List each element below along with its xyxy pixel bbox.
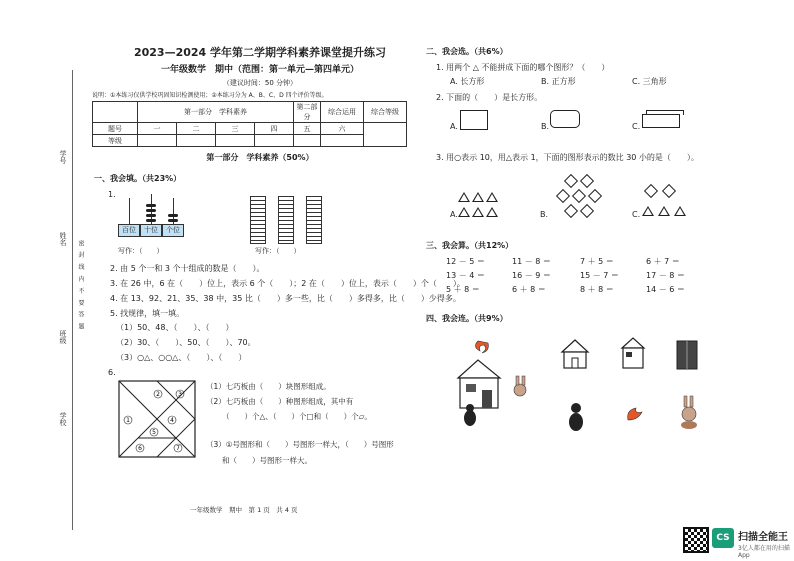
question-5: 5. 找规律，填一填。 (110, 309, 185, 318)
question-5-3: （3）○△、○○△、（ ）、（ ） (116, 353, 247, 362)
triangle-icon (642, 206, 654, 216)
calc-r3-c2: 6 ＋ 8 ＝ (512, 285, 546, 294)
section4-title: 四、我会连。（共9%） (426, 314, 508, 323)
calc-r1-c2: 11 － 8 ＝ (512, 257, 551, 266)
tangram-num-6: 6 (138, 445, 142, 452)
abacus-hundreds: 百位 (118, 224, 140, 237)
s2-q2-shape-c-top (646, 110, 684, 115)
side-view-house (620, 336, 646, 370)
tangram-num-5: 5 (152, 429, 156, 436)
diamond-icon (572, 189, 586, 203)
calc-r3-c3: 8 ＋ 8 ＝ (580, 285, 614, 294)
watermark-tagline: 3亿人都在用的扫描App (738, 545, 790, 559)
q1-number: 1. (108, 190, 116, 199)
house-wall (460, 378, 498, 408)
calc-r3-c1: 5 ＋ 8 ＝ (446, 285, 480, 294)
section3-title: 三、我会算。（共12%） (426, 241, 514, 250)
cat-icon (464, 410, 476, 426)
diamond-icon (564, 174, 578, 188)
watermark-brand: 扫描全能王 (738, 532, 788, 543)
tangram-num-4: 4 (170, 417, 174, 424)
bird-icon (624, 402, 646, 424)
side-label-id: 学号 (59, 150, 67, 164)
s2-q3-option-b: B. (540, 210, 549, 219)
cube-stack-2 (278, 196, 294, 244)
house-door (482, 390, 492, 408)
front-view-house (560, 338, 590, 370)
diamond-icon (564, 204, 578, 218)
triangle-icon (486, 207, 498, 217)
side-label-name: 姓名 (59, 232, 67, 246)
calc-r2-c1: 13 － 4 ＝ (446, 271, 485, 280)
question-6-1: （1）七巧板由（ ）块图形组成。 (206, 382, 331, 391)
instruction-note: 说明：①本练习仅供学校巩固知识检测使用；②本练习分为 A、B、C、D 四个评价等级。 (92, 92, 328, 99)
s2-q2-option-c: C. (632, 122, 641, 131)
tangram-num-3: 3 (178, 391, 182, 398)
s2-q2-option-a: A. (450, 122, 458, 131)
question-4: 4. 在 13、92、21、35、38 中，35 比（ ）多一些，比（ ）多得多，比（ ）少得多。 (110, 294, 461, 303)
camscanner-logo: CS (712, 528, 734, 548)
diamond-icon (580, 174, 594, 188)
s2-q2-shape-a (460, 110, 488, 130)
s2-q3-option-c: C. (632, 210, 641, 219)
question-3: 3. 在 26 中，6 在（ ）位上，表示 6 个（ ）；2 在（ ）位上，表示（ ）个（ ）。 (110, 279, 465, 288)
cat-icon (566, 400, 586, 432)
triangle-icon (658, 206, 670, 216)
back-view-house (676, 340, 698, 370)
triangle-icon (458, 192, 470, 202)
s2-q2-shape-b (550, 110, 580, 128)
diamond-icon (644, 184, 658, 198)
tangram-figure (118, 380, 196, 458)
time-note: （建议时间：50 分钟） (222, 79, 298, 87)
calc-r2-c2: 16 － 9 ＝ (512, 271, 551, 280)
s2-question-3: 3. 用○表示 10，用△表示 1，下面的图形表示的数比 30 小的是（ ）。 (436, 153, 699, 162)
house-roof (458, 360, 500, 378)
question-6-3b: 和（ ）号图形一样大。 (222, 456, 312, 465)
calc-r1-c1: 12 － 5 ＝ (446, 257, 485, 266)
house-window (466, 384, 476, 392)
binding-line (72, 70, 73, 530)
exam-subtitle: 一年级数学 期中（范围：第一单元—第四单元） (160, 65, 359, 75)
triangle-icon (472, 192, 484, 202)
section1-title: 一、我会填。（共23%） (94, 174, 182, 183)
abacus-figure (118, 192, 188, 238)
question-6-2a: （2）七巧板由（ ）种图形组成，其中有 (206, 397, 354, 406)
calc-r2-c3: 15 － 7 ＝ (580, 271, 619, 280)
cube-stack-3 (306, 196, 322, 244)
question-5-2: （2）30、（ ）、50、（ ）、70。 (116, 338, 256, 347)
abacus-ones: 个位 (162, 224, 184, 237)
q6-number: 6. (108, 368, 116, 377)
side-label-school: 学校 (59, 412, 67, 426)
tangram-num-1: 1 (126, 417, 130, 424)
write-answer-right: 写作：（ ） (255, 247, 301, 255)
score-table: 第一部分 学科素养 第二部分 综合运用 综合等级 题号 一 二 三 四 五 六 等级 (92, 101, 407, 147)
calc-r1-c4: 6 ＋ 7 ＝ (646, 257, 680, 266)
calc-r3-c4: 14 － 6 ＝ (646, 285, 685, 294)
bird-icon (475, 341, 488, 353)
scene-illustration (448, 338, 538, 430)
s2-question-2: 2. 下面的（ ）是长方形。 (436, 93, 543, 102)
s2-q3-option-a: A. (450, 210, 458, 219)
rabbit-icon (678, 394, 700, 430)
abacus-tens: 十位 (140, 224, 162, 237)
question-6-2b: （ ）个△、（ ）个□和（ ）个▱。 (222, 412, 372, 421)
triangle-icon (458, 207, 470, 217)
question-2: 2. 由 5 个一和 3 个十组成的数是（ ）。 (110, 264, 265, 273)
triangle-icon (472, 207, 484, 217)
tangram-num-2: 2 (156, 391, 160, 398)
seal-line-note: 密 封 线 内 不 要 答 题 (77, 240, 84, 332)
part1-title: 第一部分 学科素养（50%） (206, 153, 314, 162)
page-footer: 一年级数学 期中 第 1 页 共 4 页 (190, 506, 298, 514)
section2-title: 二、我会选。（共6%） (426, 47, 508, 56)
tangram-num-7: 7 (176, 445, 180, 452)
calc-r2-c4: 17 － 8 ＝ (646, 271, 685, 280)
s2-q1-option-a: A. 长方形 (450, 77, 485, 86)
question-5-1: （1）50、48、（ ）、（ ） (116, 323, 234, 332)
s2-q1-option-b: B. 正方形 (541, 77, 576, 86)
diamond-icon (588, 189, 602, 203)
s2-q1-option-c: C. 三角形 (632, 77, 667, 86)
triangle-icon (674, 206, 686, 216)
question-6-3a: （3）①号图形和（ ）号图形一样大，（ ）号图形 (206, 440, 394, 449)
diamond-icon (662, 184, 676, 198)
side-label-class: 班级 (59, 330, 67, 344)
s2-question-1: 1. 用两个 △ 不能拼成下面的哪个图形？（ ） (436, 63, 610, 72)
triangle-icon (486, 192, 498, 202)
s2-q2-shape-c (642, 114, 680, 128)
calc-r1-c3: 7 ＋ 5 ＝ (580, 257, 614, 266)
rabbit-icon (514, 384, 526, 396)
qr-code (683, 527, 709, 553)
write-answer-left: 写作：（ ） (118, 247, 164, 255)
s2-q2-option-b: B. (541, 122, 550, 131)
cube-stack-1 (250, 196, 266, 244)
diamond-icon (580, 204, 594, 218)
diamond-icon (556, 189, 570, 203)
exam-title: 2023—2024 学年第二学期学科素养课堂提升练习 (133, 46, 387, 59)
